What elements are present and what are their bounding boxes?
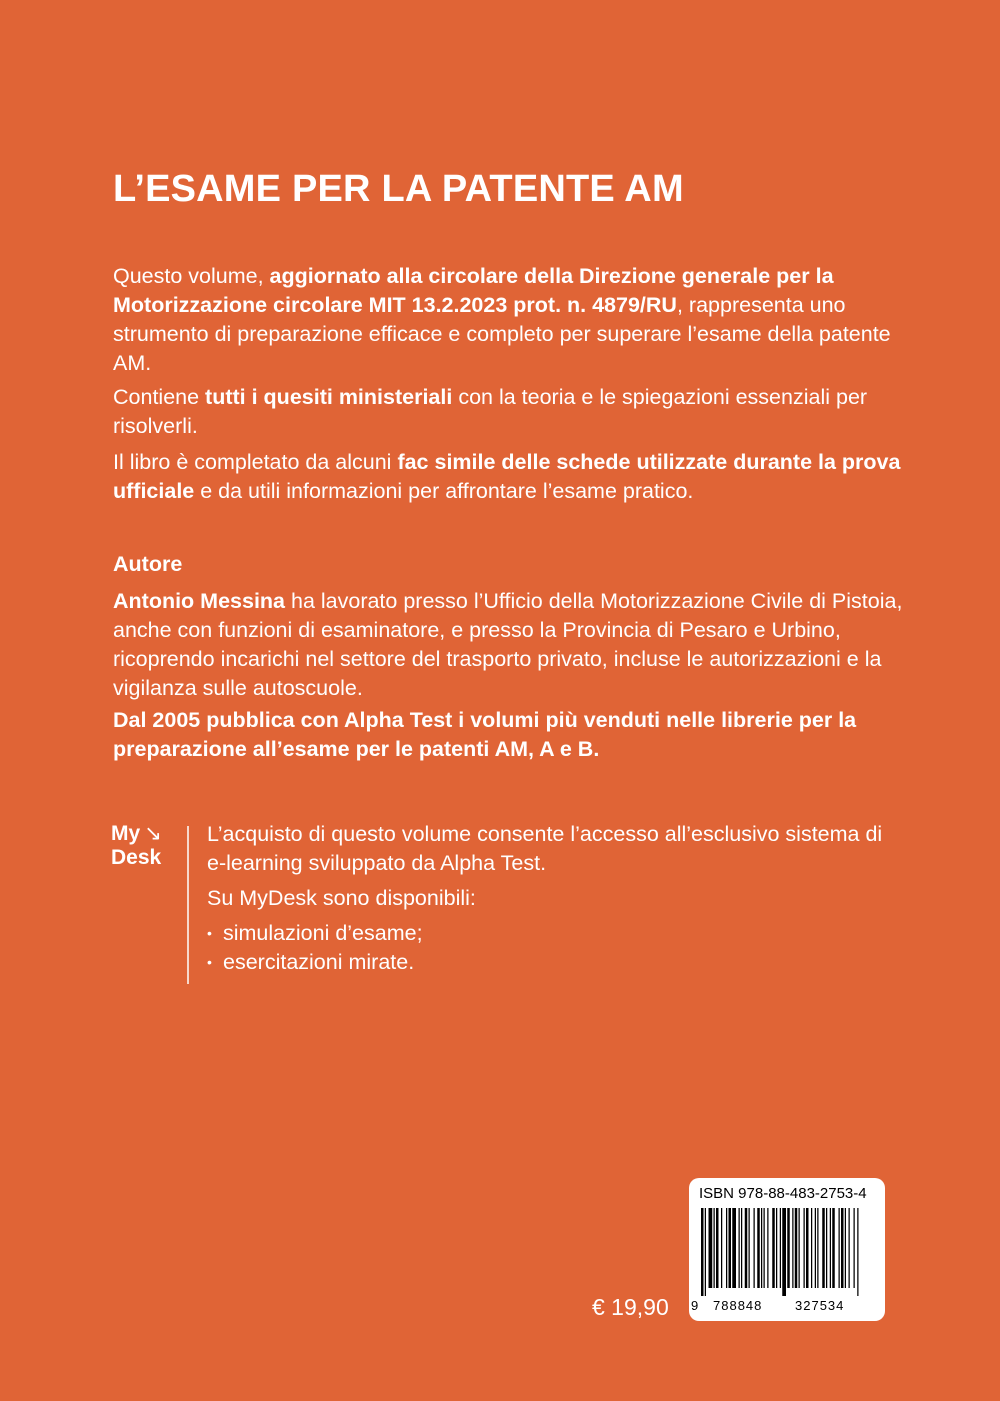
mydesk-list: [207, 919, 907, 977]
barcode-bar: [761, 1208, 762, 1288]
barcode-bar: [739, 1208, 740, 1288]
barcode-bar: [854, 1208, 855, 1288]
barcode-bar: [741, 1208, 742, 1288]
barcode-bar: [817, 1208, 818, 1288]
barcode-bar: [811, 1208, 812, 1288]
barcode-bar: [857, 1208, 858, 1296]
barcode-bar: [806, 1208, 809, 1288]
author-heading: Autore: [113, 552, 183, 576]
barcode-bar: [849, 1208, 850, 1288]
intro-bold: aggiornato alla circolare della Direzione generale per la Motorizzazione circolare MIT 13.2.2023 prot. n. 4879/RU: [113, 264, 834, 317]
barcode-bar: [799, 1208, 800, 1288]
completion-text-1: Il libro è completato da alcuni: [113, 450, 398, 474]
barcode-bar: [815, 1208, 816, 1288]
barcode-right-digits: 327534: [795, 1298, 845, 1313]
intro-paragraph: [113, 262, 933, 378]
bullet-icon: •: [207, 925, 212, 941]
isbn-text: ISBN 978-88-483-2753-4: [699, 1185, 867, 1202]
intro-text-1: Questo volume,: [113, 264, 270, 288]
list-item-text: simulazioni d’esame;: [223, 921, 423, 945]
barcode-bar: [721, 1208, 722, 1288]
contents-paragraph: [113, 383, 933, 441]
barcode-bar: [749, 1208, 750, 1288]
price: € 19,90: [592, 1294, 669, 1320]
author-bio: [113, 587, 933, 703]
barcode-bar: [764, 1208, 765, 1288]
author-since: Dal 2005 pubblica con Alpha Test i volumi più venduti nelle librerie per la preparazione all’esame per le patenti AM, A e B.: [113, 708, 857, 761]
barcode-left-digits: 788848: [713, 1298, 763, 1313]
barcode-bar: [726, 1208, 727, 1288]
mydesk-logo-desk: Desk: [111, 846, 162, 869]
contents-bold: tutti i quesiti ministeriali: [205, 385, 453, 409]
completion-paragraph: [113, 448, 933, 506]
barcode-bar: [701, 1208, 704, 1296]
barcode-icon: [701, 1208, 873, 1296]
barcode-first-digit: 9: [691, 1298, 699, 1313]
completion-text-2: e da utili informazioni per affrontare l’esame pratico.: [194, 479, 694, 503]
barcode-bar: [705, 1208, 706, 1296]
arrow-down-right-icon: ↘: [144, 822, 162, 845]
list-item-text: esercitazioni mirate.: [223, 950, 415, 974]
barcode-bar: [787, 1208, 790, 1288]
barcode-bar: [767, 1208, 768, 1288]
mydesk-divider: [187, 826, 189, 984]
barcode-bar: [709, 1208, 713, 1288]
barcode-bar: [714, 1208, 715, 1288]
mydesk-access-text: L’acquisto di questo volume consente l’accesso all’esclusivo sistema di e-learning sviluppato da Alpha Test.: [207, 822, 883, 875]
barcode-bar: [830, 1208, 831, 1288]
barcode-bar: [832, 1208, 835, 1288]
mydesk-logo-my: My: [111, 822, 141, 845]
barcode-bar: [776, 1208, 777, 1288]
barcode-bar: [839, 1208, 840, 1288]
barcode-bar: [729, 1208, 732, 1288]
barcode-bar: [745, 1208, 748, 1288]
list-item: [207, 948, 907, 977]
author-name: Antonio Messina: [113, 589, 286, 613]
author-bio-text: ha lavorato presso l’Ufficio della Motorizzazione Civile di Pistoia, anche con funzioni di esaminatore, e presso la Provincia di Pesaro e Urbino, ricoprendo incarichi nel settore del trasporto privato, incluse le autorizzazioni e la vigilanza sulle autoscuole.: [113, 589, 903, 700]
barcode-bar: [754, 1208, 755, 1288]
barcode-bar: [772, 1208, 775, 1288]
bullet-icon: •: [207, 954, 212, 970]
book-title: L’ESAME PER LA PATENTE AM: [113, 168, 684, 210]
intro-text-2: , rappresenta uno strumento di preparazione efficace e completo per superare l’esame della patente AM.: [113, 293, 891, 375]
barcode-bar: [804, 1208, 805, 1288]
barcode-bar: [826, 1208, 827, 1288]
barcode-bar: [757, 1208, 760, 1288]
mydesk-section: [207, 820, 907, 977]
list-item: [207, 919, 907, 948]
barcode-bar: [792, 1208, 793, 1288]
barcode-bar: [732, 1208, 736, 1288]
barcode-bar: [780, 1208, 781, 1288]
barcode-bar: [841, 1208, 844, 1288]
contents-text-2: con la teoria e le spiegazioni essenziali per risolverli.: [113, 385, 868, 438]
barcode-bar: [822, 1208, 825, 1288]
completion-bold: fac simile delle schede utilizzate durante la prova ufficiale: [113, 450, 901, 503]
barcode-bar: [795, 1208, 798, 1288]
barcode-bar: [845, 1208, 846, 1288]
contents-text-1: Contiene: [113, 385, 206, 409]
barcode-bar: [782, 1208, 786, 1296]
mydesk-available-text: Su MyDesk sono disponibili:: [207, 886, 476, 910]
barcode-box: [689, 1178, 885, 1321]
barcode-bar: [716, 1208, 719, 1288]
mydesk-logo: [111, 822, 162, 870]
